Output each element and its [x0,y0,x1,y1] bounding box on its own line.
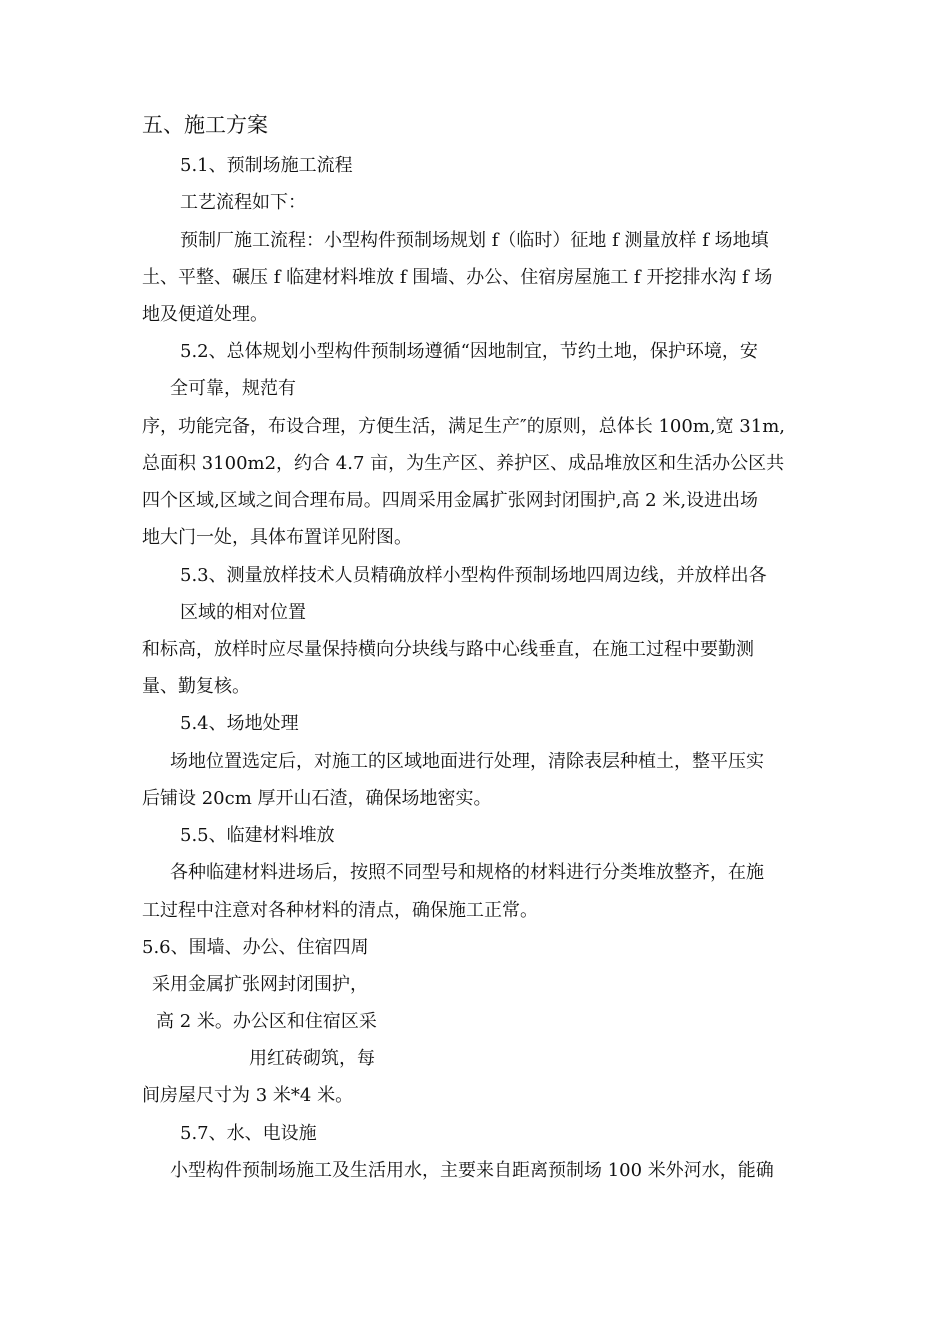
paragraph-line: 高 2 米。办公区和住宿区采 [156,1011,377,1032]
paragraph-line: 后铺设 20cm 厚开山石渣，确保场地密实。 [142,788,492,809]
subheading-5-7: 5.7、水、电设施 [180,1123,317,1144]
paragraph-line: 采用金属扩张网封闭围护， [152,974,368,995]
subheading-5-5: 5.5、临建材料堆放 [180,825,335,846]
paragraph-line: 预制厂施工流程：小型构件预制场规划 f（临时）征地 f 测量放样 f 场地填 [180,230,769,251]
subheading-5-4: 5.4、场地处理 [180,713,299,734]
paragraph-line: 地大门一处，具体布置详见附图。 [142,527,412,548]
paragraph-line: 四个区域,区域之间合理布局。四周采用金属扩张网封闭围护,高 2 米,设进出场 [142,490,759,511]
subheading-5-2: 5.2、总体规划小型构件预制场遵循“因地制宜，节约土地，保护环境，安 [180,341,758,362]
paragraph-line: 区域的相对位置 [180,602,306,623]
paragraph-line: 全可靠，规范有 [170,378,296,399]
subheading-5-3: 5.3、测量放样技术人员精确放样小型构件预制场地四周边线，并放样出各 [180,565,767,586]
subheading-5-6: 5.6、围墙、办公、住宿四周 [142,937,369,958]
paragraph-line: 工艺流程如下： [180,192,306,213]
paragraph-line: 场地位置选定后，对施工的区域地面进行处理，清除表层种植土，整平压实 [170,751,764,772]
paragraph-line: 总面积 3100m2，约合 4.7 亩，为生产区、养护区、成品堆放区和生活办公区共 [142,453,785,474]
paragraph-line: 序，功能完备，布设合理，方便生活，满足生产″的原则，总体长 100m,宽 31m, [142,416,786,437]
paragraph-line: 土、平整、碾压 f 临建材料堆放 f 围墙、办公、住宿房屋施工 f 开挖排水沟 f 场 [142,267,773,288]
paragraph-line: 量、勤复核。 [142,676,250,697]
paragraph-line: 用红砖砌筑，每 [249,1048,375,1069]
subheading-5-1: 5.1、预制场施工流程 [180,155,353,176]
paragraph-line: 间房屋尺寸为 3 米*4 米。 [142,1085,354,1106]
paragraph-line: 和标高，放样时应尽量保持横向分块线与路中心线垂直，在施工过程中要勤测 [142,639,754,660]
paragraph-line: 地及便道处理。 [142,304,268,325]
paragraph-line: 工过程中注意对各种材料的清点，确保施工正常。 [142,900,538,921]
paragraph-line: 各种临建材料进场后，按照不同型号和规格的材料进行分类堆放整齐，在施 [170,862,764,883]
section-title: 五、施工方案 [142,113,268,137]
paragraph-line: 小型构件预制场施工及生活用水，主要来自距离预制场 100 米外河水，能确 [170,1160,774,1181]
